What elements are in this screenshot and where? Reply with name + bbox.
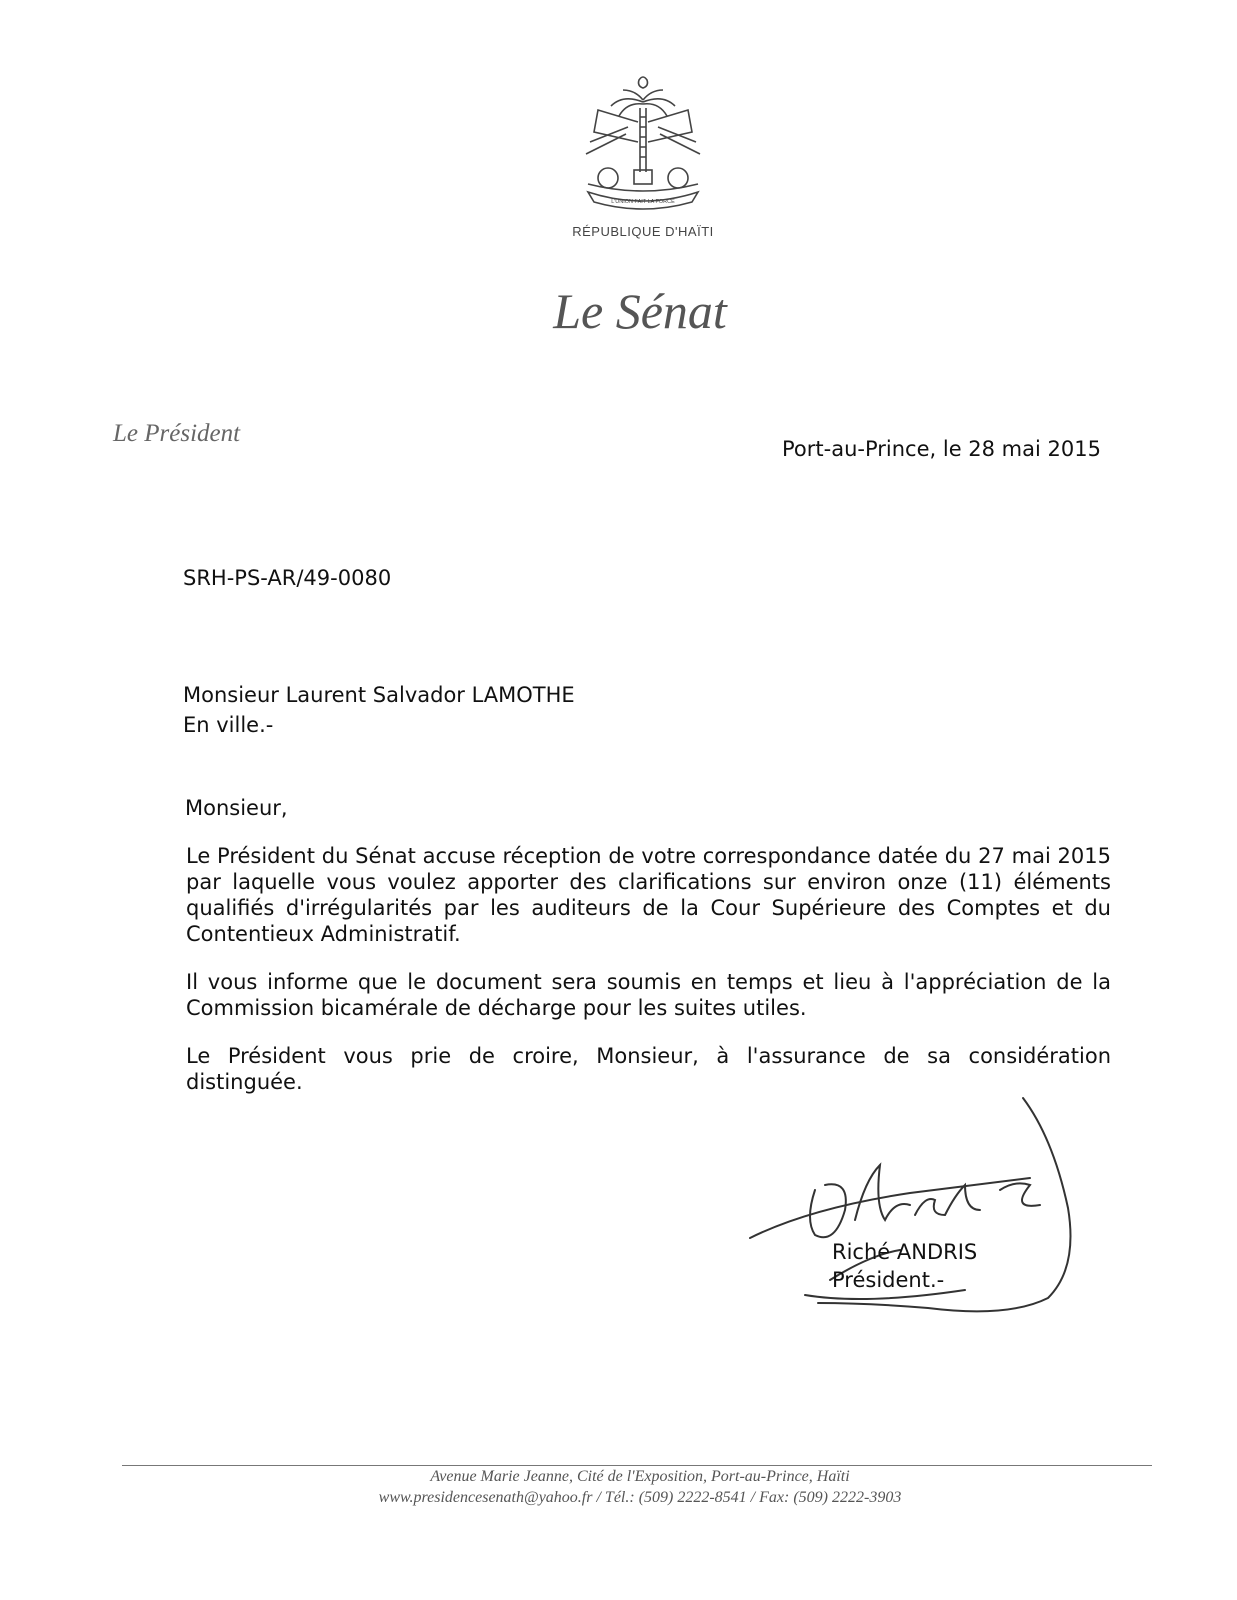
recipient-name: Monsieur Laurent Salvador LAMOTHE xyxy=(183,683,575,707)
letter-date: Port-au-Prince, le 28 mai 2015 xyxy=(782,437,1101,461)
haiti-coat-of-arms-icon xyxy=(568,72,718,222)
footer-contact: www.presidencesenath@yahoo.fr / Tél.: (509) 2222-8541 / Fax: (509) 2222-3903 xyxy=(378,1489,902,1506)
paragraph-information: Il vous informe que le document sera soumis en temps et lieu à l'appréciation de la Commission bicamérale de décharge pour les suites utiles. xyxy=(186,970,1111,1020)
republic-name: RÉPUBLIQUE D'HAÏTI xyxy=(572,224,714,239)
signer-block xyxy=(832,1238,977,1294)
signer-name: Riché ANDRIS xyxy=(832,1240,978,1264)
footer xyxy=(200,1466,1080,1508)
reference-number: SRH-PS-AR/49-0080 xyxy=(183,566,392,590)
emblem-motto: L'UNION FAIT LA FORCE xyxy=(611,199,675,205)
signer-title: Président.- xyxy=(832,1268,945,1292)
paragraph-acknowledgement: Le Président du Sénat accuse réception de votre correspondance datée du 27 mai 2015 par laquelle vous voulez apporter des clarifications sur environ onze (11) éléments qualifiés d'irrégularités par les auditeurs de la Cour Supérieure des Comptes et du Contentieux Administratif. xyxy=(186,844,1111,946)
footer-address: Avenue Marie Jeanne, Cité de l'Exposition, Port-au-Prince, Haïti xyxy=(430,1468,850,1485)
office-title: Le Président xyxy=(113,420,241,447)
institution-title: Le Sénat xyxy=(553,283,727,339)
salutation: Monsieur, xyxy=(185,796,288,820)
recipient-address: En ville.- xyxy=(183,713,274,737)
letter-body xyxy=(186,843,1111,1117)
recipient-block xyxy=(183,680,575,740)
paragraph-closing: Le Président vous prie de croire, Monsieur, à l'assurance de sa considération distinguée. xyxy=(186,1044,1111,1094)
